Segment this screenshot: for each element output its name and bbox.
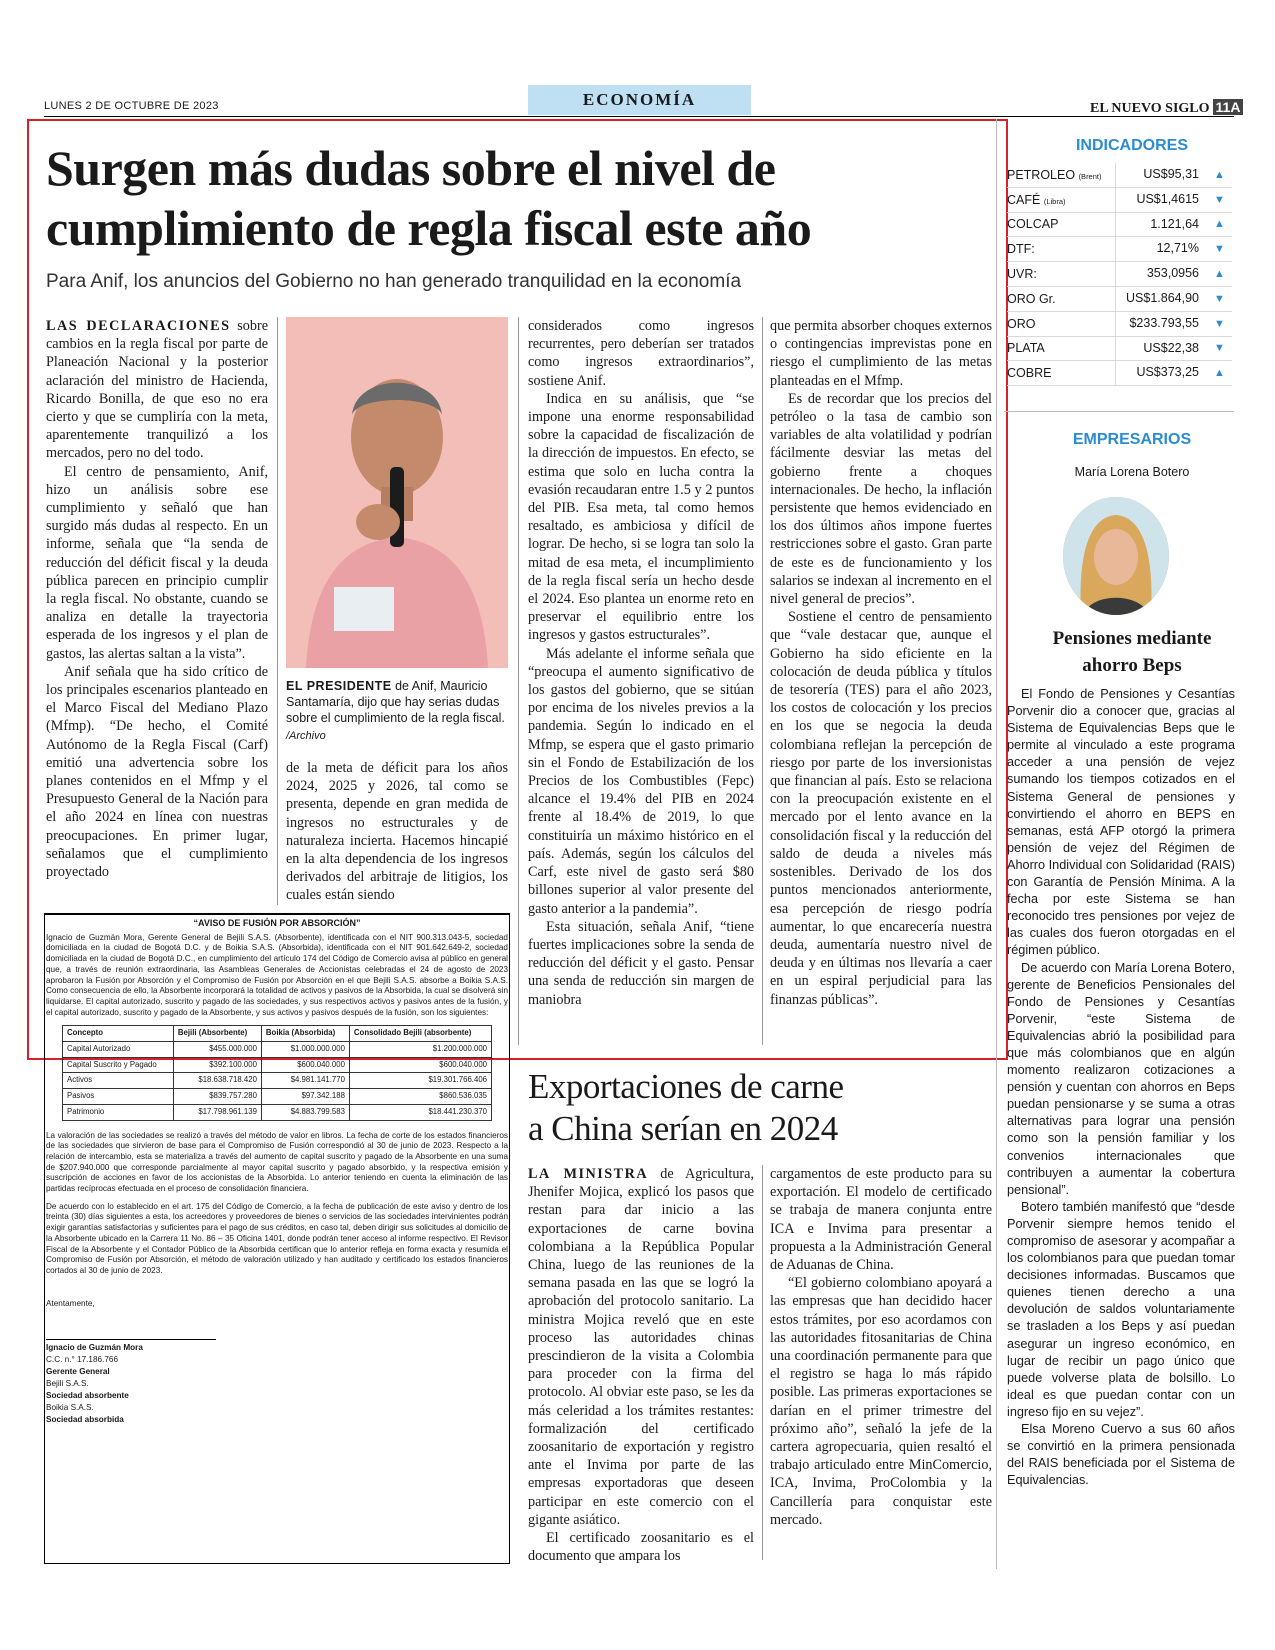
indicator-name [1007,366,1115,380]
indicator-label: COLCAP [1007,217,1059,232]
paragraph: Más adelante el informe señala que “preocupa el aumento significativo de los gastos del gobierno, que se sitúan por encima de los niveles previos a la pandemia. Según lo indicado en el Mfmp, se espera que el gasto primario sin el Fondo de Estabilización de los Precios de los Combustibles (Fepc) alcance el 19.4% del PIB en 2024 frente al 18.4% de 2019, lo que constituiría un máximo histórico en el país. Además, según los cálculos del Carf, este nivel de gasto será $80 billones superior al valor presente del gasto anterior a la pandemia”. [528,645,754,917]
table-row [63,1057,492,1073]
indicator-name [1007,242,1115,256]
table-cell: Capital Autorizado [63,1042,174,1058]
table-cell: $839.757.280 [173,1089,261,1105]
notice-border [44,1563,510,1564]
table-cell: $860.536.035 [349,1089,491,1105]
notice-paragraph: La valoración de las sociedades se realizó a través del método de valor en libros. La fecha de corte de los estados financieros de las sociedades que sirvieron de base para el Compromiso de Fusión correspondió al 30 de junio de 2023. Respecto a la relación de intercambio, esta se materializa a través del aumento de capital suscrito y pagado de la Absorbente en una suma de $207.940.000 que corresponde parcialmente al mayor capital suscrito y pagado absorbido, y la respectiva emisión y suscripción de acciones en favor de los accionistas de la Absorbida. Lo anterior teniendo en cuenta la eliminación de las partidas recíprocas efectuada en el proceso de consolidación financiera. [46,1130,508,1194]
indicator-name [1007,341,1115,355]
table-header: Boikia (Absorbida) [261,1026,349,1042]
indicator-label: CAFÉ [1007,192,1041,207]
indicator-value: US$22,38 [1115,337,1207,361]
signature-block [46,1342,508,1426]
company-name: Bejili S.A.S. [46,1379,89,1389]
column-rule [762,1165,763,1560]
indicator-note: (Brent) [1078,171,1102,181]
empresarios-title: EMPRESARIOS [1072,431,1192,448]
table-row [63,1042,492,1058]
article2-column-1 [528,1165,754,1565]
signature-line [46,1339,216,1340]
indicator-name [1007,168,1115,182]
notice-closing: Atentamente, [46,1298,95,1308]
table-cell: $17.798.961.139 [173,1104,261,1120]
indicator-value: 353,0956 [1115,262,1207,286]
indicator-value: US$95,31 [1115,163,1207,187]
table-cell: $4.883.799.583 [261,1104,349,1120]
paragraph: De acuerdo con María Lorena Botero, gerente de Beneficios Pensionales del Fondo de Pensiones y Cesantías Porvenir, “este Sistema de Equivalencias abrió la posibilidad para que más colombianos que en algún momento realizaron cotizaciones a pensión y cuentan con ahorros en Beps puedan pensionarse y se suma a otras alternativas para lograr una pensión como son la pensión familiar y los convenios internacionales que contribuyen a aumentar la cobertura pensional”. [1007,960,1235,1197]
table-cell: $4.981.141.770 [261,1073,349,1089]
indicator-value: 1.121,64 [1115,213,1207,237]
table-cell: $392.100.000 [173,1057,261,1073]
masthead [1090,99,1243,117]
table-header: Consolidado Bejili (absorbente) [349,1026,491,1042]
indicator-row [1007,262,1232,287]
trend-arrow-icon: ▼ [1214,342,1225,355]
table-row [63,1104,492,1120]
table-row [63,1089,492,1105]
headline-line-1: Surgen más dudas sobre el nivel de [46,140,776,196]
paragraph: Es de recordar que los precios del petróleo o la tasa de cambio son variables de alta volatilidad y podrían fácilmente desviar las metas del gobierno frente a choques internacionales. De hecho, la inflación persistente que hemos evidenciado en los dos últimos años impone fuertes restricciones sobre el gasto. Gran parte de este es de funcionamiento y los salarios se indexan al incremento en el nivel general de precios”. [770,390,992,608]
indicator-name [1007,317,1115,331]
paragraph: “El gobierno colombiano apoyará a las empresas que han decidido hacer estos trámites, por eso acordamos con las autoridades fitosanitarias de China una coordinación permanente para que el registro se haga lo más rápido posible. Las primeras exportaciones se darían en el primer trimestre del próximo año”, señaló la jefe de la cartera agropecuaria, quien resaltó el trabajo articulado entre MinComercio, ICA, Invima, ProColombia y la Cancillería para conquistar este mercado. [770,1275,992,1528]
indicator-row [1007,312,1232,337]
paragraph: Anif señala que ha sido crítico de los principales escenarios planteado en el Marco Fiscal del Mediano Plazo (Mfmp). “De hecho, el Comité Autónomo de la Regla Fiscal (Carf) emitió una advertencia sobre los planes contenidos en el Mfmp y el Presupuesto General de la Nación para el año 2024 en línea con nuestras preocupaciones. En primer lugar, señalamos que el cumplimiento proyectado [46,663,268,881]
table-cell: $19.301.766.406 [349,1073,491,1089]
table-header: Bejili (Absorbente) [173,1026,261,1042]
indicator-row [1007,237,1232,262]
section-label: ECONOMÍA [528,85,751,115]
indicator-row [1007,188,1232,213]
headline-line-2: ahorro Beps [1082,655,1182,676]
headline-line-2: cumplimiento de regla fiscal este año [46,200,812,256]
indicator-label: ORO Gr. [1007,291,1056,306]
indicator-label: UVR: [1007,267,1037,282]
table-row [63,1073,492,1089]
signer-name: Ignacio de Guzmán Mora [46,1343,143,1353]
headline-line-1: Pensiones mediante [1052,628,1212,649]
paragraph: El certificado zoosanitario es el documento que ampara los [528,1530,754,1565]
indicator-note: (Libra) [1043,196,1066,206]
headline-line-1: Exportaciones de carne [528,1067,844,1106]
indicators-title: INDICADORES [1075,137,1188,154]
caption-lead: EL PRESIDENTE [286,679,392,693]
trend-arrow-icon: ▲ [1214,168,1225,181]
paragraph: Botero también manifestó que “desde Porvenir siempre hemos tenido el compromiso de asesorar y acompañar a los colombianos para que puedan tomar decisiones informadas. Buscamos que quienes tienen derecho a una devolución de saldos voluntariamente se trasladen a los Beps y así puedan asegurar un ingreso económico, en lugar de recibir un pago único que puede volverse plata de bolsillo. Lo ideal es que puedan contar con un ingreso fijo en su vejez”. [1007,1199,1235,1419]
table-cell: $18.441.230.370 [349,1104,491,1120]
paragraph: Elsa Moreno Cuervo a sus 60 años se convirtió en la primera pensionada del RAIS beneficiada por el Sistema de Equivalencias. [1007,1422,1235,1488]
signer-role: Gerente General [46,1367,110,1377]
legal-notice [46,918,508,1426]
table-cell: Capital Suscrito y Pagado [63,1057,174,1073]
sidebar-divider [1004,411,1234,412]
paragraph: El Fondo de Pensiones y Cesantías Porvenir dio a conocer que, gracias al Sistema de Equivalencias Beps que le permite al vinculado a este programa acceder a una pensión de vejez sumando los tiempos cotizados en el Sistema General de pensiones y convirtiendo el ahorro en BEPS en semanas, está AFP otorgó la primera pensión de vejez del Régimen de Ahorro Individual con Solidaridad (RAIS) con Garantía de Pensión Mínima. A la fecha por este Sistema se han reconocido tres pensiones por vejez de las cuales dos fueron otorgadas en el régimen público. [1007,687,1235,958]
notice-top-rule [44,913,510,915]
indicator-row [1007,287,1232,312]
sidebar-rule [996,119,997,1569]
paragraph: El centro de pensamiento, Anif, hizo un análisis sobre ese cumplimiento y señaló que han surgido más dudas al respecto. En un informe, señala que “la senda de reducción del déficit fiscal y la deuda pública parecen en principio cumplir la regla fiscal. No obstante, cuando se analiza en detalle la trayectoria esperada de los ingresos y el plan de gastos, las alertas saltan a la vista”. [46,463,268,662]
author-name: María Lorena Botero [1074,465,1190,479]
paragraph: considerados como ingresos recurrentes, pero deberían ser tratados como ingresos extraordinarios”, sostiene Anif. [528,318,754,389]
table-cell: $18.638.718.420 [173,1073,261,1089]
indicator-row [1007,337,1232,362]
paragraph: Sostiene el centro de pensamiento que “vale destacar que, aunque el Gobierno ha sido eficiente en la colocación de deuda pública y títulos de tesorería (TES) para el año 2023, los costos de colocación y los precios en los que se negocia la deuda colombiana reflejan la percepción de riesgo por parte de los inversionistas que financian al país. Esto se relaciona con la preocupación existente en el mercado por el lento avance en la consolidación fiscal y la reducción del saldo de deuda a niveles más sostenibles. Derivado de los dos puntos mencionados anteriormente, esa percepción de riesgo podría aumentar, lo que encarecería nuestra deuda, aumentaría nuestro nivel de deuda y en últimas nos llevaría a caer en un espiral perjudicial para las finanzas públicas”. [770,609,992,1008]
indicator-name [1007,267,1115,281]
sidebar-body [1007,686,1235,1489]
notice-border [44,913,45,1564]
indicator-name [1007,217,1115,231]
signer-id: C.C. n.° 17.186.766 [46,1355,119,1365]
portrait-icon [1063,497,1169,615]
indicator-name [1007,292,1115,306]
trend-arrow-icon: ▼ [1214,193,1225,206]
paragraph-text: de Agricultura, Jhenifer Mojica, explicó los pasos que restan para dar inicio a las exportaciones de carne bovina colombiana a la República Popular China, luego de las reuniones de la semana pasada en las que se logró la aprobación del protocolo sanitario. La ministra Mojica reveló que en este proceso las autoridades chinas prescindieron de la visita a Colombia para proceder con la firma del protocolo. Al obviar este paso, se les da más celeridad a los trámites restantes: formalización del certificado zoosanitario de exportación y registro ante el Invima por parte de las empresas exportadoras que deseen participar en este comercio con el gigante asiático. [528,1166,754,1528]
indicator-row [1007,213,1232,238]
indicators-table [1007,163,1232,386]
trend-arrow-icon: ▼ [1214,243,1225,256]
indicator-value: $233.793,55 [1115,312,1207,336]
indicator-label: PETROLEO [1007,167,1076,182]
photo-credit: /Archivo [286,730,326,742]
lead-in: LAS DECLARACIONES [46,318,231,334]
notice-border [509,913,510,1564]
table-cell: $1.000.000.000 [261,1042,349,1058]
company-role: Sociedad absorbente [46,1391,129,1401]
article-subhead: Para Anif, los anuncios del Gobierno no han generado tranquilidad en la economía [46,271,742,292]
indicator-label: DTF: [1007,242,1035,257]
indicator-row [1007,361,1232,386]
paragraph: Indica en su análisis, que “se impone una enorme responsabilidad sobre la capacidad de fiscalización de la dirección de impuestos. En efecto, se estima que solo en lucha contra la evasión recaudaran entre 1.5 y 2 puntos del PIB. Esa meta, tal como hemos resaltado, es ambiciosa y difícil de lograr. De hecho, si se logra tan solo la mitad de esa meta, el incumplimiento de la regla fiscal sería un hecho desde el 2024. Eso plantea un enorme reto en preservar el equilibrio entre los ingresos y gastos estructurales”. [528,390,754,644]
sidebar-headline [1002,625,1262,679]
indicator-name [1007,193,1115,207]
indicator-label: ORO [1007,316,1036,331]
indicator-value: US$1,4615 [1115,188,1207,212]
indicator-row [1007,163,1232,188]
page-number: 11A [1213,99,1244,115]
indicator-label: PLATA [1007,341,1045,356]
header-rule [44,116,1234,117]
paragraph: que permita absorber choques externos o contingencias imprevistas pone en riesgo el cumplimiento de las metas planteadas en el Mfmp. [770,318,992,389]
lead-in: LA MINISTRA [528,1166,649,1182]
table-cell: $97.342.188 [261,1089,349,1105]
article2-column-2 [770,1165,992,1529]
trend-arrow-icon: ▲ [1214,218,1225,231]
table-cell: Pasivos [63,1089,174,1105]
masthead-name: EL NUEVO SIGLO [1090,101,1210,116]
table-cell: $455.000.000 [173,1042,261,1058]
trend-arrow-icon: ▼ [1214,292,1225,305]
paragraph [528,1165,754,1529]
issue-date: LUNES 2 DE OCTUBRE DE 2023 [44,100,219,112]
table-cell: Patrimonio [63,1104,174,1120]
trend-arrow-icon: ▼ [1214,317,1225,330]
headline-line-2: a China serían en 2024 [528,1109,838,1148]
table-header: Concepto [63,1026,174,1042]
article2-headline [528,1066,988,1150]
company-role: Sociedad absorbida [46,1415,124,1425]
paragraph-text: sobre cambios en la regla fiscal por parte de Planeación Nacional y la posterior aclaración del ministro de Hacienda, Ricardo Bonilla, de que eso no era cierto y que se cumpliría con la meta, aparentemente tranquilizó a los mercados, pero no del todo. [46,318,269,462]
indicator-value: US$1.864,90 [1115,287,1207,311]
trend-arrow-icon: ▲ [1214,268,1225,281]
notice-title: “AVISO DE FUSIÓN POR ABSORCIÓN” [193,918,361,928]
paragraph: cargamentos de este producto para su exportación. El modelo de certificado se trabaja de manera conjunta entre ICA e Invima para presentar a propuesta a la Administración General de Aduanas de China. [770,1166,992,1274]
paragraph: Esta situación, señala Anif, “tiene fuertes implicaciones sobre la senda de reducción del déficit y el gasto. Pensar una senda de reducción sin margen de maniobra [528,918,754,1008]
indicator-value: US$373,25 [1115,361,1207,385]
notice-paragraph: De acuerdo con lo establecido en el art. 175 del Código de Comercio, a la fecha de publicación de este aviso y dentro de los treinta (30) días siguientes a esta, los acreedores y proveedores de bienes o servicios de las sociedades intervinientes podrán exigir garantías satisfactorias y suficientes para el pago de sus créditos, en caso tal, deben dirigir sus solicitudes al domicilio de la Absorbente ubicado en la Carrera 11 No. 86 – 35 Oficina 1401, donde podrán tener acceso al informe respectivo. El Revisor Fiscal de la Absorbente y el Contador Público de la Absorbida certifican que lo anterior refleja en forma exacta y resumida el Compromiso de Fusión por Absorción, el método de valoración utilizado y han auditado y certificado los estados financieros cortados al 30 de junio de 2023. [46,1201,508,1275]
table-cell: $600.040.000 [261,1057,349,1073]
avatar [1063,497,1169,615]
table-header-row [63,1026,492,1042]
notice-paragraph: Ignacio de Guzmán Mora, Gerente General de Bejili S.A.S. (Absorbente), identificada con el NIT 900.313.043-5, sociedad domiciliada en la ciudad de Bogotá D.C. y de Boikia S.A.S. (Absorbida), identificada con el NIT 901.642.649-2, sociedad domiciliada en la ciudad de Bogotá D.C., en cumplimiento del artículo 174 del Código de Comercio avisa al público en general que, a través de reunión extraordinaria, las Asambleas Generales de Accionistas celebradas el 24 de agosto de 2023 aprobaron la Fusión por Absorción y el Compromiso de Fusión por Absorción en el que Bejili S.A.S. absorbe a Boikia S.A.S. Como consecuencia de ello, la Absorbente incorporará la totalidad de activos y pasivos de la Absorbida, la cual se disolverá sin liquidarse. El capital autorizado, suscrito y pagado de las sociedades, y sus respectivos activos y pasivos antes de la fusión, y el capital autorizado, suscrito y pagado de la Absorbente, y sus activos y pasivos después de la fusión, son los siguientes: [46,932,508,1017]
table-cell: Activos [63,1073,174,1089]
notice-table [62,1025,492,1120]
paragraph: de la meta de déficit para los años 2024, 2025 y 2026, tal como se presenta, depende en gran medida de ingresos no estructurales y de naturaleza incierta. Hacemos hincapié en la alta dependencia de los ingresos derivados del arbitraje de litigios, los cuales están siendo [286,760,508,904]
company-name: Boikia S.A.S. [46,1403,94,1413]
caption-text: de Anif, Mauricio Santamaría, dijo que hay serias dudas sobre el cumplimiento de la regla fiscal. [286,679,505,725]
table-cell: $1.200.000.000 [349,1042,491,1058]
table-cell: $600.040.000 [349,1057,491,1073]
trend-arrow-icon: ▲ [1214,367,1225,380]
indicator-label: COBRE [1007,366,1052,381]
indicator-value: 12,71% [1115,237,1207,261]
